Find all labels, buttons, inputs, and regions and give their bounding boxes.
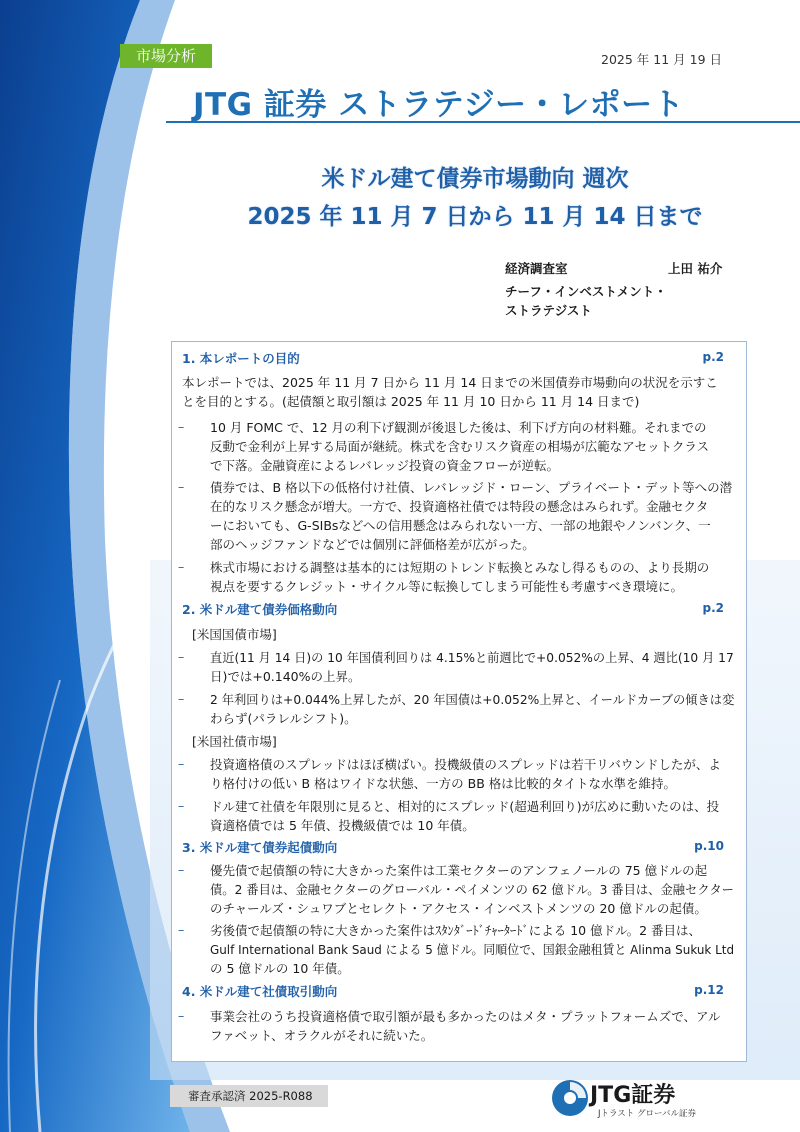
bullet-line: 資適格債では 5 年債、投機級債では 10 年債。	[210, 818, 475, 833]
bullet-dash: –	[178, 649, 185, 664]
bullet-line: ドル建て社債を年限別に見ると、相対的にスプレッド(超過利回り)が広めに動いたのは、投	[210, 799, 720, 814]
intro-line: とを目的とする。(起債額と取引額は 2025 年 11 月 10 日から 11 月 14 日まで)	[182, 394, 640, 409]
report-brand-title: JTG 証券 ストラテジー・レポート	[193, 87, 685, 123]
bullet-line: 視点を要するクレジット・サイクル等に転換してしまう可能性も考慮すべき環境に。	[210, 579, 683, 594]
bullet-dash: –	[178, 559, 185, 574]
bullet-line: 株式市場における調整は基本的には短期のトレンド転換とみなし得るものの、より長期の	[210, 560, 710, 575]
bullet-line: 10 月 FOMC で、12 月の利下げ観測が後退した後は、利下げ方向の材料難。それまでの	[210, 420, 707, 435]
bullet-line: 2 年利回りは+0.044%上昇したが、20 年国債は+0.052%上昇と、イールドカーブの傾きは変	[210, 692, 735, 707]
bullet-dash: –	[178, 922, 185, 937]
bullet-line: のチャールズ・シュワブとセレクト・アクセス・インベストメンツの 20 億ドルの起債。	[210, 901, 707, 916]
bullet-line: 直近(11 月 14 日)の 10 年国債利回りは 4.15%と前週比で+0.052%の上昇、4 週比(10 月 17	[210, 650, 734, 665]
summary-box	[171, 341, 747, 1062]
report-period: 2025 年 11 月 7 日から 11 月 14 日まで	[247, 204, 703, 230]
report-date: 2025 年 11 月 19 日	[601, 52, 722, 67]
bullet-line: 日)では+0.140%の上昇。	[210, 669, 361, 684]
section-heading: 4. 米ドル建て社債取引動向	[182, 984, 338, 999]
bullet-line: 債券では、B 格以下の低格付け社債、レバレッジド・ローン、プライベート・デット等への潜	[210, 480, 733, 495]
subsection-label: [米国社債市場]	[192, 734, 277, 749]
bullet-dash: –	[178, 798, 185, 813]
section-page: p.10	[694, 839, 724, 853]
bullet-dash: –	[178, 1008, 185, 1023]
subsection-label: [米国国債市場]	[192, 627, 277, 642]
section-heading: 3. 米ドル建て債券起債動向	[182, 840, 338, 855]
bullet-line: で下落。金融資産によるレバレッジ投資の資金フローが逆転。	[210, 458, 560, 473]
section-page: p.2	[702, 350, 724, 364]
bullet-line: わらず(パラレルシフト)。	[210, 711, 357, 726]
section-page: p.12	[694, 983, 724, 997]
report-title: 米ドル建て債券市場動向 週次	[321, 166, 629, 192]
logo-name: JTG証券	[590, 1083, 676, 1108]
bullet-line: ファベット、オラクルがそれに続いた。	[210, 1028, 434, 1043]
bullet-line: 投資適格債のスプレッドはほぼ横ばい。投機級債のスプレッドは若干リバウンドしたが、よ	[210, 757, 721, 772]
header-rule	[166, 121, 800, 123]
bullet-line: の 5 億ドルの 10 年債。	[210, 961, 350, 976]
bullet-line: 在的なリスク懸念が増大。一方で、投資適格社債では特段の懸念はみられず。金融セクタ	[210, 499, 709, 514]
approval-badge: 審査承認済 2025-R088	[170, 1085, 328, 1107]
bullet-line: 債。2 番目は、金融セクターのグローバル・ペイメンツの 62 億ドル。3 番目は、金融セクター	[210, 882, 734, 897]
bullet-dash: –	[178, 691, 185, 706]
category-tag: 市場分析	[120, 44, 212, 68]
bullet-dash: –	[178, 756, 185, 771]
section-heading: 2. 米ドル建て債券価格動向	[182, 602, 338, 617]
bullet-line: ーにおいても、G-SIBsなどへの信用懸念はみられない一方、一部の地銀やノンバンク、一	[210, 518, 711, 533]
bullet-line: 反動で金利が上昇する局面が継続。株式を含むリスク資産の相場が広範なアセットクラス	[210, 439, 710, 454]
author-role-line2: ストラテジスト	[505, 303, 592, 318]
bullet-line: 優先債で起債額の特に大きかった案件は工業セクターのアンフェノールの 75 億ドルの起	[210, 863, 708, 878]
bullet-dash: –	[178, 479, 185, 494]
section-page: p.2	[702, 601, 724, 615]
author-name: 上田 祐介	[668, 261, 723, 276]
bullet-dash: –	[178, 419, 185, 434]
section-heading: 1. 本レポートの目的	[182, 351, 300, 366]
author-dept: 経済調査室	[505, 261, 568, 276]
bullet-line: り格付けの低い B 格はワイドな状態、一方の BB 格は比較的タイトな水準を維持。	[210, 776, 676, 791]
logo-mark-icon	[550, 1078, 590, 1118]
bullet-line: 劣後債で起債額の特に大きかった案件はｽﾀﾝﾀﾞｰﾄﾞﾁｬｰﾀｰﾄﾞによる 10 億ドル。2 番目は、	[210, 923, 702, 938]
author-role-line1: チーフ・インベストメント・	[505, 284, 667, 299]
bullet-line: 部のヘッジファンドなどでは個別に評価格差が広がった。	[210, 537, 535, 552]
company-logo	[550, 1076, 750, 1120]
bullet-line: Gulf International Bank Saud による 5 億ドル。同順位で、国銀金融租賃と Alinma Sukuk Ltd	[210, 942, 735, 957]
bullet-line: 事業会社のうち投資適格債で取引額が最も多かったのはメタ・プラットフォームズで、アル	[210, 1009, 721, 1024]
logo-subtitle: Jトラスト グローバル証券	[598, 1109, 697, 1119]
bullet-dash: –	[178, 862, 185, 877]
intro-line: 本レポートでは、2025 年 11 月 7 日から 11 月 14 日までの米国債券市場動向の状況を示すこ	[182, 375, 718, 390]
